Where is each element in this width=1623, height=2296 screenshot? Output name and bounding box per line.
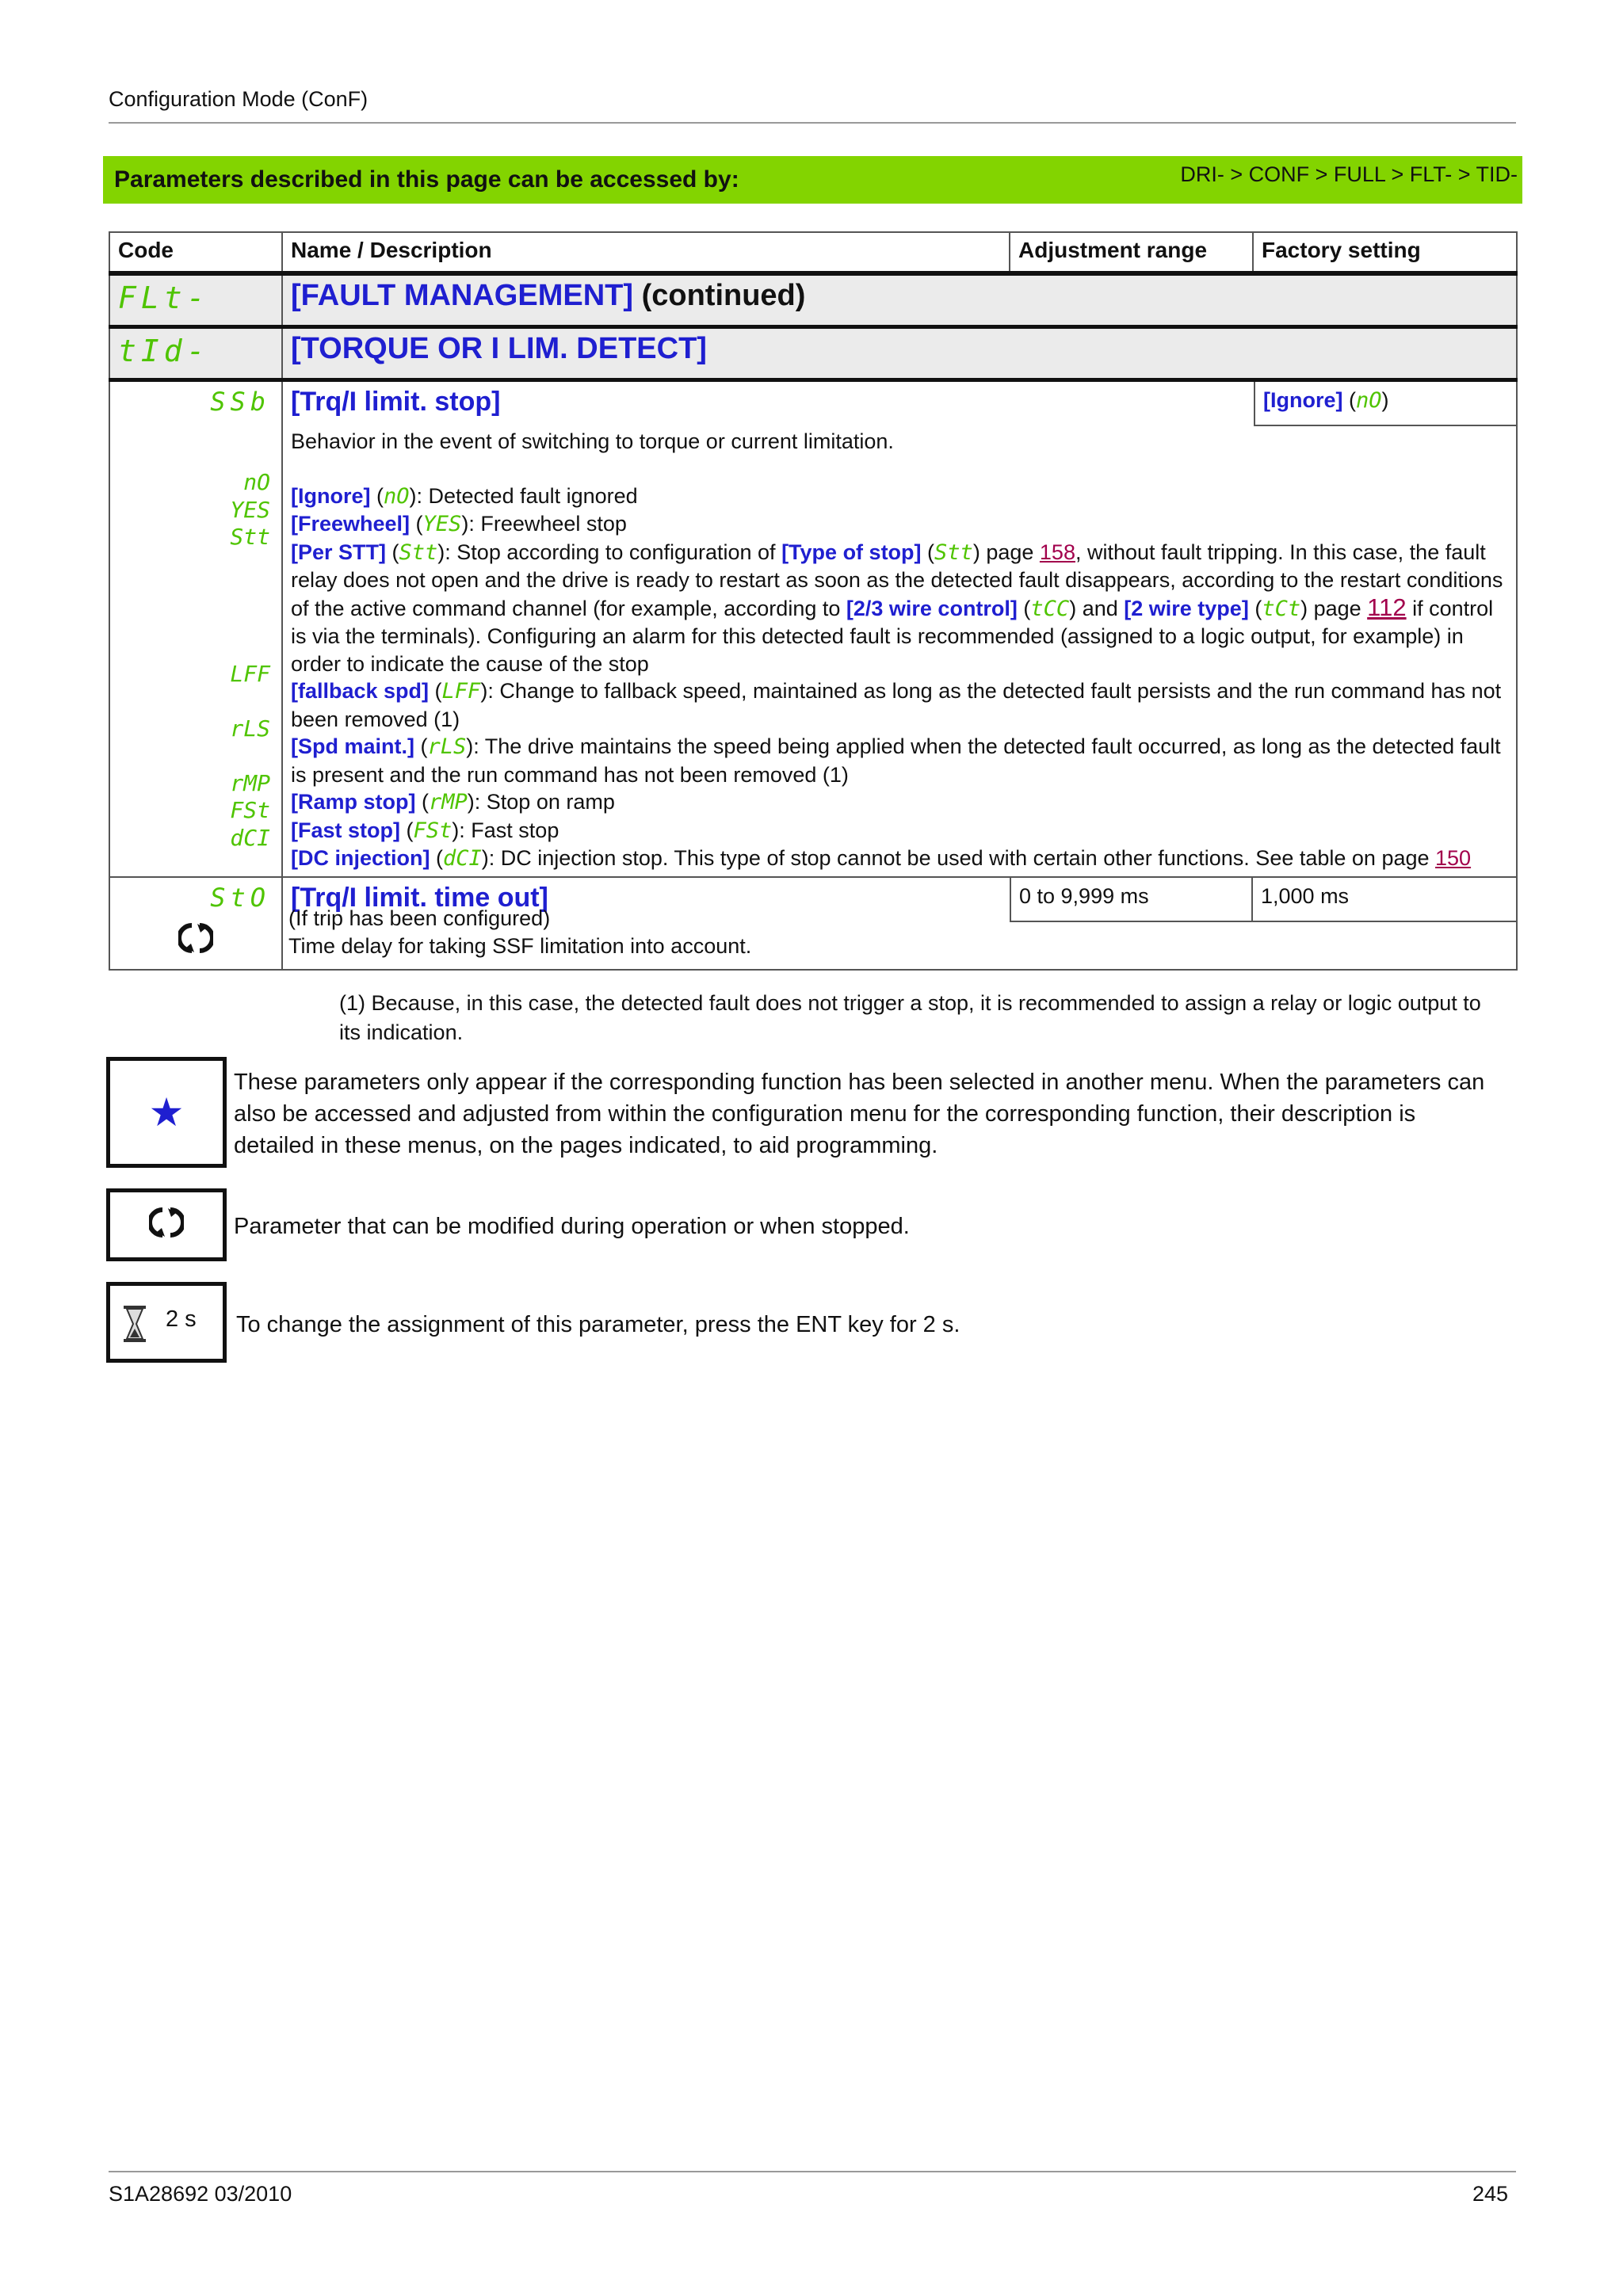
option-code-dci: dCI [230, 824, 270, 851]
parameter-table [109, 231, 1518, 971]
option-code-fst: FSt [230, 797, 270, 823]
option-code: FSt [413, 818, 453, 843]
legend-modify-text: Parameter that can be modified during operation or when stopped. [234, 1214, 910, 1239]
option-freewheel: [Freewheel] (YES): Freewheel stop [291, 512, 627, 536]
parameter-intro: Behavior in the event of switching to torque or current limitation. [291, 429, 894, 453]
menu-row-fault-management [109, 273, 1517, 327]
option-code-list [115, 436, 270, 852]
hold-duration: 2 s [166, 1306, 197, 1332]
legend-star-text: These parameters only appear if the corresponding function has been selected in another menu. When the parameters can also be accessed and adjusted from within the configuration menu for the corresponding function, their description is detailed in these menus, on the pages indicated, to aid programming. [234, 1070, 1485, 1158]
hourglass-icon [121, 1305, 148, 1341]
page-link-112[interactable]: 112 [1367, 593, 1407, 621]
page-section-title: Configuration Mode (ConF) [109, 87, 369, 111]
option-text: : Fast stop [459, 818, 559, 842]
menu-title-suffix: (continued) [633, 279, 806, 312]
menu-title-fault-management: [FAULT MANAGEMENT] [291, 279, 634, 312]
column-header-factory: Factory setting [1253, 232, 1517, 273]
refresh-icon [110, 1192, 223, 1244]
page-number: 245 [1472, 2182, 1508, 2206]
parameter-row-ssb [109, 380, 1517, 877]
option-text: page [980, 540, 1040, 564]
parameter-title-sto: [Trq/I limit. time out] [291, 882, 548, 913]
factory-setting-label: [Ignore] [1263, 388, 1343, 412]
page-link-158[interactable]: 158 [1039, 540, 1075, 564]
option-text: : Freewheel stop [468, 512, 627, 536]
option-code-rmp: rMP [230, 769, 270, 796]
option-code: LFF [441, 679, 481, 704]
ref-code: tCt [1262, 596, 1301, 621]
option-label: [Fast stop] [291, 818, 400, 842]
column-header-range: Adjustment range [1010, 232, 1253, 273]
factory-setting-sto: 1,000 ms [1261, 883, 1350, 908]
menu-title [282, 273, 1517, 327]
option-label: [Per STT] [291, 540, 387, 564]
segment-code-sto: StO [210, 882, 270, 913]
description-line: (If trip has been configured) [288, 906, 551, 930]
option-label: [DC injection] [291, 846, 430, 870]
footnote-text: Because, in this case, the detected fault does not trigger a stop, it is recommended to assign a relay or logic output to its indication. [339, 991, 1481, 1044]
adjustment-range-sto: 0 to 9,999 ms [1010, 878, 1253, 921]
legend-modify-box [106, 1188, 227, 1261]
option-list [283, 456, 1516, 876]
table-header-row [109, 232, 1517, 273]
footnote-marker: (1) [339, 991, 365, 1015]
option-code-no: nO [243, 469, 270, 495]
ref-code: Stt [934, 540, 973, 565]
option-label: [Spd maint.] [291, 734, 414, 758]
option-text: if control is via the terminals). Configuring an alarm for this detected fault is recommended (assigned to a logic output, for example) in order to indicate the cause of the stop [291, 596, 1494, 676]
legend-hold-text: To change the assignment of this parameter, press the ENT key for 2 s. [236, 1312, 960, 1337]
option-per-stt: [Per STT] (Stt): Stop according to configuration of [Type of stop] (Stt) page 158, without fault tripping. In this case, the fault relay does not open and the drive is ready to restart as soon as the detected fault disappears, according to the restart conditions of the active command channel (for example, according to [2/3 wire control] (tCC) and [2 wire type] (tCt) page 112 if control is via the terminals). Configuring an alarm for this detected fault is recommended (assigned to a logic output, for example) in order to indicate the cause of the stop [291, 540, 1503, 676]
option-label: [Freewheel] [291, 512, 411, 536]
footnote [339, 989, 1504, 1047]
column-header-name: Name / Description [282, 232, 1010, 273]
access-bar-label: Parameters described in this page can be accessed by: [114, 166, 739, 193]
option-text: page [1308, 596, 1368, 620]
factory-setting-code: nO [1356, 388, 1382, 413]
parameter-code-cell [109, 380, 282, 877]
option-code: dCI [443, 846, 482, 871]
parameter-code-cell [109, 877, 282, 970]
option-code-stt: Stt [230, 524, 270, 550]
description-line: Time delay for taking SSF limitation into account. [288, 934, 752, 958]
option-code: rLS [427, 734, 467, 759]
page-link-150[interactable]: 150 [1435, 846, 1472, 870]
access-bar [103, 156, 1522, 204]
document-reference: S1A28692 03/2010 [109, 2182, 292, 2206]
option-text: : Change to fallback speed, maintained as long as the detected fault persists and the run command has not been removed (1) [291, 679, 1502, 731]
ref-wire-control: [2/3 wire control] [846, 596, 1018, 620]
option-code-yes: YES [230, 496, 270, 523]
option-speed-maintained: [Spd maint.] (rLS): The drive maintains the speed being applied when the detected fault occurred, as long as the detected fault is present and the run command has not been removed (1) [291, 734, 1501, 787]
option-dc-injection: [DC injection] (dCI): DC injection stop. This type of stop cannot be used with certain other functions. See table on page 150 [291, 846, 1472, 871]
footer-divider [109, 2171, 1516, 2172]
option-label: [Ignore] [291, 483, 371, 508]
legend-star-box [106, 1057, 227, 1168]
ref-type-of-stop: [Type of stop] [781, 540, 922, 564]
option-code: rMP [429, 790, 468, 814]
option-label: [fallback spd] [291, 679, 430, 703]
option-code-lff: LFF [230, 660, 270, 687]
factory-setting-ssb: [Ignore] (nO) [1254, 382, 1516, 426]
option-label: [Ramp stop] [291, 790, 416, 814]
parameter-description-sto [288, 905, 1501, 960]
ref-code: tCC [1030, 596, 1070, 621]
option-ignore: [Ignore] (nO): Detected fault ignored [291, 483, 638, 509]
segment-code-tid: tId- [118, 334, 210, 368]
ref-wire-type: [2 wire type] [1124, 596, 1249, 620]
parameter-title-ssb: [Trq/I limit. stop] [291, 387, 501, 417]
option-text: : Stop according to configuration of [445, 540, 782, 564]
option-ramp-stop: [Ramp stop] (rMP): Stop on ramp [291, 790, 615, 814]
option-fallback-speed: [fallback spd] (LFF): Change to fallback speed, maintained as long as the detected fault persists and the run command has not been removed (1) [291, 679, 1502, 731]
option-text: : The drive maintains the speed being applied when the detected fault occurred, as long as the detected fault is present and the run command has not been removed (1) [291, 734, 1501, 787]
option-code: Stt [399, 540, 438, 565]
header-divider [109, 122, 1516, 124]
option-text: and [1076, 596, 1125, 620]
menu-code [109, 327, 282, 380]
menu-row-torque-detect [109, 327, 1517, 380]
legend-hold-box [106, 1282, 227, 1363]
segment-code-flt: FLt- [118, 280, 210, 315]
menu-title [282, 327, 1517, 380]
option-fast-stop: [Fast stop] (FSt): Fast stop [291, 818, 559, 843]
parameter-description-cell [282, 380, 1517, 877]
option-text: , without fault tripping. In this case, the fault relay does not open and the drive is ready to restart as soon as the detected fault disappears, according to the restart conditions of the active command channel (for example, according to [291, 540, 1503, 620]
segment-code-ssb: SSb [210, 387, 270, 417]
column-header-code: Code [109, 232, 282, 273]
refresh-icon [115, 913, 270, 969]
option-text: : Stop on ramp [474, 790, 615, 814]
option-code: YES [422, 512, 462, 536]
option-text: : Detected fault ignored [416, 483, 638, 508]
menu-code [109, 273, 282, 327]
parameter-title-bar [283, 382, 1516, 426]
option-code: nO [384, 483, 410, 509]
option-code-rls: rLS [230, 715, 270, 742]
star-icon: ★ [148, 1090, 185, 1135]
option-text: : DC injection stop. This type of stop cannot be used with certain other functions. See table on page [488, 846, 1436, 870]
menu-title-torque-detect: [TORQUE OR I LIM. DETECT] [291, 332, 707, 365]
access-path: DRI- > CONF > FULL > FLT- > TID- [1180, 162, 1518, 186]
